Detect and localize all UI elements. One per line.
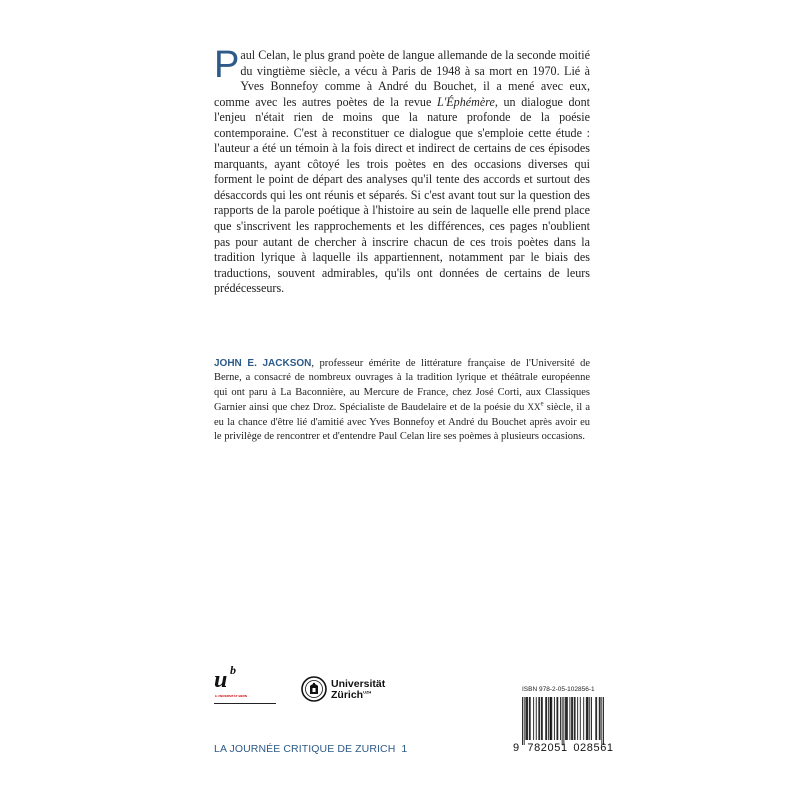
isbn-label: ISBN 978-2-05-102856-1	[522, 686, 595, 693]
zurich-seal-icon	[301, 676, 327, 702]
bio-part-2: siècle, il a eu la chance d'être lié d'amitié avec Yves Bonnefoy et André du Bouchet après avoir eu le privilège de rencontrer et d'entendre Paul Celan lire ses poèmes à plusieurs occasions.	[214, 402, 590, 443]
university-bern-logo	[214, 663, 276, 708]
zurich-name-line-1: Universität	[331, 678, 386, 690]
author-bio-paragraph	[214, 357, 590, 444]
author-name: JOHN E. JACKSON	[214, 358, 312, 369]
barcode-bar	[565, 697, 566, 740]
barcode-bar	[545, 697, 546, 740]
author-bio	[214, 357, 590, 444]
barcode-bar	[554, 697, 555, 740]
barcode-bar	[580, 697, 581, 740]
series-name: LA JOURNÉE CRITIQUE DE ZURICH	[214, 743, 396, 755]
barcode-digit-group-1: 782051	[527, 742, 568, 754]
barcode-bar	[596, 697, 597, 740]
barcode-bar	[536, 697, 537, 740]
university-zurich-logo	[301, 676, 397, 712]
barcode-digit-first: 9	[513, 742, 520, 754]
bio-part-1: , professeur émérite de littérature française de l'Université de Berne, a consacré de nombreux ouvrages à la tradition lyrique et théâtrale européenne qui ont paru à La Baconnière, au Mercure de France, chez José Corti, aux Classiques Garnier ainsi que chez Droz. Spécialiste de Baudelaire et de la poésie du	[214, 358, 590, 414]
barcode-bar	[589, 697, 590, 740]
barcode-bar	[550, 697, 551, 740]
bern-logo-u: u	[214, 667, 228, 693]
barcode-bar	[539, 697, 540, 740]
barcode-bar	[530, 697, 531, 740]
barcode-bar	[601, 697, 602, 745]
barcode-bar	[529, 697, 530, 740]
barcode-bar	[525, 697, 526, 740]
summary-text	[214, 44, 590, 297]
summary-part-2: , un dialogue dont l'enjeu n'était rien de moins que la nature profonde de la poésie contemporaine. C'est à reconstituer ce dialogue que s'emploie cette étude : l'auteur a été un témoin à la fois direct et indirect de certains de ces épisodes marquants, ayant côtoyé les trois poètes en des occasions diverses qui forment le point de départ des analyses qu'il tente des accords et surtout des désaccords qui les ont réunis et séparés. Si c'est avant tout sur la question des rapports de la parole poétique à l'histoire au sein de laquelle elle prend place que s'inscrivent les rapprochements et les différences, ces pages n'oublient pas pour autant de chercher à inscrire chacun de ces trois poètes dans la tradition lyrique à laquelle ils appartiennent, notamment par le biais des traductions, souvent admirables, qu'ils ont données de certains de leurs prédécesseurs.	[214, 94, 590, 296]
barcode-bar	[546, 697, 547, 740]
summary-part-1: aul Celan, le plus grand poète de langue allemande de la seconde moitié du vingtième siècle, a vécu à Paris de 1948 à sa mort en 1970. Lié à Yves Bonnefoy comme à André du Bouchet, il a mené avec eux, comme avec les autres poètes de la revue	[214, 48, 590, 109]
barcode-bar	[599, 697, 600, 740]
bern-logo-b: b	[230, 663, 236, 677]
barcode-bar	[586, 697, 587, 740]
barcode-bar	[577, 697, 578, 740]
barcode-bar	[542, 697, 543, 740]
barcode-digit-group-2: 028561	[573, 742, 614, 754]
barcode-bar	[557, 697, 558, 740]
barcode-bar	[550, 697, 551, 740]
barcode-bar	[522, 697, 523, 745]
barcode-bar	[603, 697, 604, 745]
drop-cap: P	[214, 44, 240, 86]
barcode-bar	[541, 697, 542, 740]
barcode-bar	[591, 697, 592, 740]
barcode-bar	[562, 697, 563, 745]
zurich-name-line-2-text: Zürich	[331, 689, 364, 701]
zurich-name-line-2	[331, 690, 385, 701]
barcode-digits	[513, 742, 614, 754]
barcode-bar	[538, 697, 539, 740]
series-number: 1	[401, 743, 408, 755]
barcode-bar	[567, 697, 568, 740]
barcode-icon	[522, 697, 604, 745]
bern-logo-caption: b UNIVERSITÄT BERN	[215, 694, 248, 698]
barcode-bar	[588, 697, 589, 740]
bern-logo-rule	[214, 703, 276, 704]
review-title: L'Éphémère	[436, 94, 495, 109]
barcode-bar	[587, 697, 588, 740]
barcode-bar	[548, 697, 549, 740]
barcode-bar	[524, 697, 525, 745]
series-title	[214, 743, 407, 755]
summary-paragraph	[214, 44, 590, 297]
barcode-bar	[583, 697, 584, 740]
barcode-bar	[600, 697, 601, 740]
barcode-bar	[566, 697, 567, 740]
zurich-logo-name	[331, 679, 385, 701]
zurich-uzh-sup: UZH	[363, 689, 372, 695]
century-numeral: XX	[527, 402, 541, 413]
barcode-bar	[574, 697, 575, 740]
barcode-bar	[560, 697, 561, 740]
barcode-bar	[527, 697, 528, 740]
barcode-bar	[575, 697, 576, 740]
barcode-bar	[572, 697, 573, 740]
century-superscript: e	[540, 399, 544, 408]
barcode-bar	[563, 697, 564, 745]
barcode-bar	[557, 697, 558, 740]
barcode-bar	[533, 697, 534, 740]
barcode-bar	[569, 697, 570, 740]
barcode-bar	[526, 697, 527, 740]
barcode-bar	[571, 697, 572, 740]
barcode-bar	[595, 697, 596, 740]
barcode-bar	[551, 697, 552, 740]
